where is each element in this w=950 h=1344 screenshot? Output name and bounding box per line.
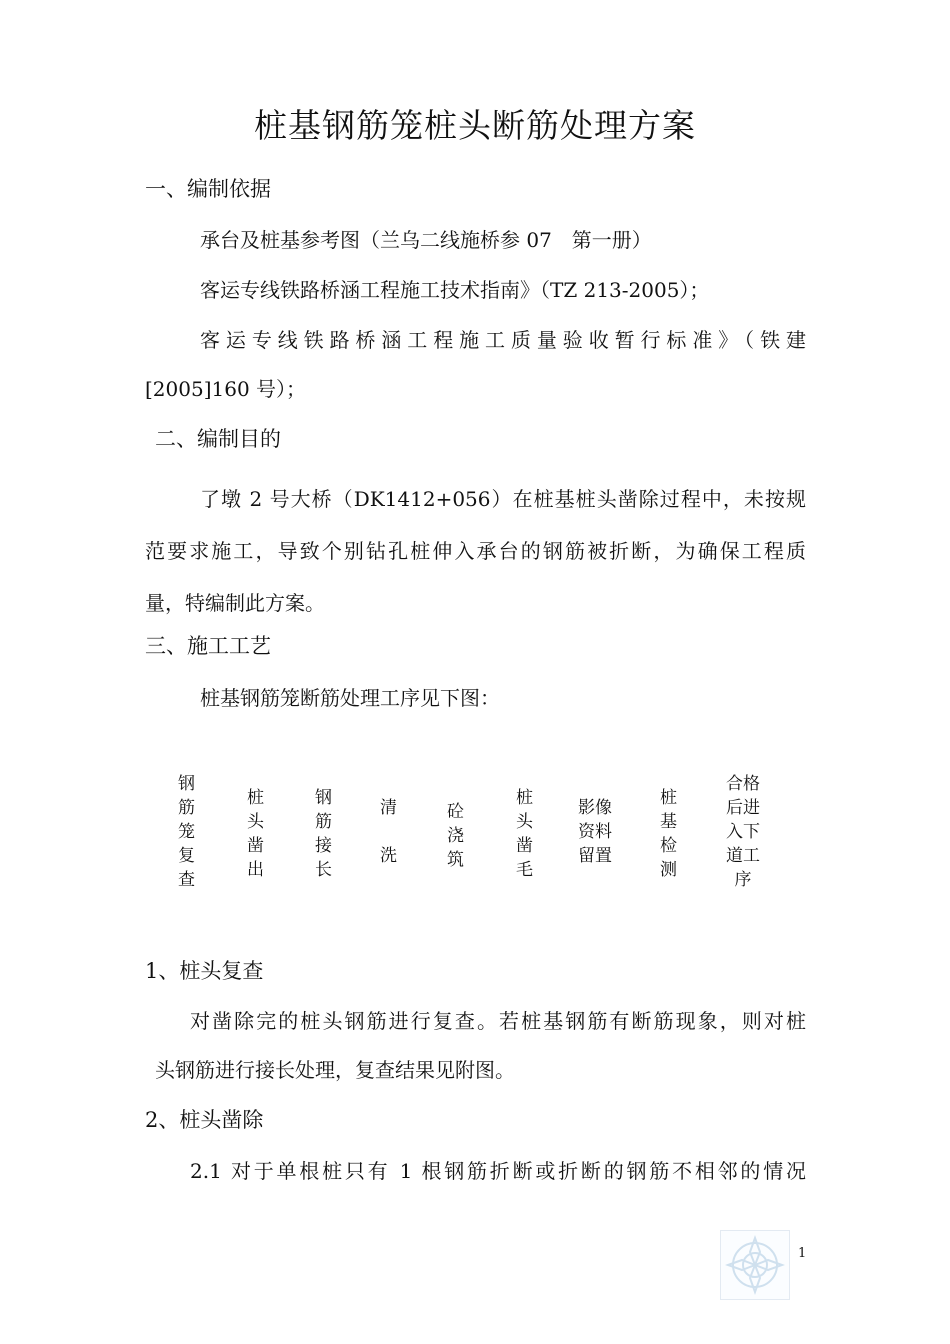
- sub2-line-1: 2.1 对于单根桩只有 1 根钢筋折断或折断的钢筋不相邻的情况: [190, 1159, 806, 1183]
- process-intro: 桩基钢筋笼断筋处理工序见下图：: [200, 686, 500, 710]
- flow-step-text: 影像: [578, 798, 612, 818]
- flow-step-text: 合格: [726, 774, 760, 794]
- flow-step: [380, 796, 397, 868]
- section3-heading: 三、施工工艺: [145, 634, 271, 658]
- flow-step: [315, 786, 332, 882]
- flow-step-text: 凿: [247, 836, 264, 856]
- document-title: 桩基钢筋笼桩头断筋处理方案: [254, 106, 696, 145]
- flow-step-text: 浇: [447, 826, 464, 846]
- sub1-line-1: 对凿除完的桩头钢筋进行复查。若桩基钢筋有断筋现象，则对桩: [190, 1009, 806, 1033]
- flow-step-text: 头: [247, 812, 264, 832]
- flow-step-text: 道工: [726, 846, 760, 866]
- watermark-logo-icon: [720, 1230, 790, 1300]
- flow-step-text: 留置: [578, 846, 612, 866]
- flow-step-text: 筋: [315, 812, 332, 832]
- flow-step-text: 桩: [660, 788, 677, 808]
- flow-step-text: 钢: [315, 788, 332, 808]
- flow-step-text: 头: [516, 812, 533, 832]
- purpose-line-3: 量，特编制此方案。: [145, 591, 325, 615]
- flow-step-text: 洗: [380, 846, 397, 866]
- section1-heading: 一、编制依据: [145, 177, 271, 201]
- basis-line-2: 客运专线铁路桥涵工程施工技术指南》（TZ 213-2005）；: [200, 278, 710, 302]
- flow-step-text: 入下: [726, 822, 760, 842]
- basis-line-1: 承台及桩基参考图（兰乌二线施桥参 07 第一册）: [200, 228, 652, 252]
- flow-step: [447, 800, 464, 872]
- flow-step-text: 复: [178, 846, 195, 866]
- flow-step-text: [386, 820, 391, 844]
- flow-step: [660, 786, 677, 882]
- flow-step-text: 桩: [247, 788, 264, 808]
- flow-step-text: 毛: [516, 860, 533, 880]
- sub1-line-2: 头钢筋进行接长处理，复查结果见附图。: [155, 1058, 515, 1082]
- purpose-line-1: 了墩 2 号大桥（DK1412+056）在桩基桩头凿除过程中，未按规: [200, 487, 806, 511]
- flow-step-text: 后进: [726, 798, 760, 818]
- flow-step-text: 筋: [178, 798, 195, 818]
- flow-step-text: 资料: [578, 822, 612, 842]
- flow-step-text: 清: [380, 798, 397, 818]
- flow-step: [516, 786, 533, 882]
- flow-step-text: 桩: [516, 788, 533, 808]
- process-flow-diagram: [160, 760, 800, 900]
- flow-step: [578, 796, 612, 868]
- basis-line-3a: 客运专线铁路桥涵工程施工质量验收暂行标准》（铁建: [200, 328, 806, 352]
- sub2-heading: 2、桩头凿除: [145, 1108, 264, 1132]
- flow-step: [726, 772, 760, 892]
- flow-step-text: 笼: [178, 822, 195, 842]
- flow-step-text: 检: [660, 836, 677, 856]
- basis-line-3b: [2005]160 号）；: [145, 377, 307, 401]
- flow-step-text: 序: [734, 870, 752, 890]
- sub1-heading: 1、桩头复查: [145, 959, 264, 983]
- flow-step-text: 长: [315, 860, 332, 880]
- flow-step-text: 测: [660, 860, 677, 880]
- flow-step-text: 砼: [447, 802, 464, 822]
- flow-step-text: 钢: [178, 774, 195, 794]
- flow-step: [247, 786, 264, 882]
- purpose-line-2: 范要求施工，导致个别钻孔桩伸入承台的钢筋被折断，为确保工程质: [145, 539, 806, 563]
- flow-step-text: 接: [315, 836, 332, 856]
- flow-step-text: 筑: [447, 850, 464, 870]
- flow-step-text: 基: [660, 812, 677, 832]
- section2-heading: 二、编制目的: [155, 427, 281, 451]
- flow-step-text: 查: [178, 870, 195, 890]
- page-number: 1: [798, 1246, 807, 1261]
- flow-step-text: 出: [247, 860, 264, 880]
- flow-step: [178, 772, 195, 892]
- flow-step-text: 凿: [516, 836, 533, 856]
